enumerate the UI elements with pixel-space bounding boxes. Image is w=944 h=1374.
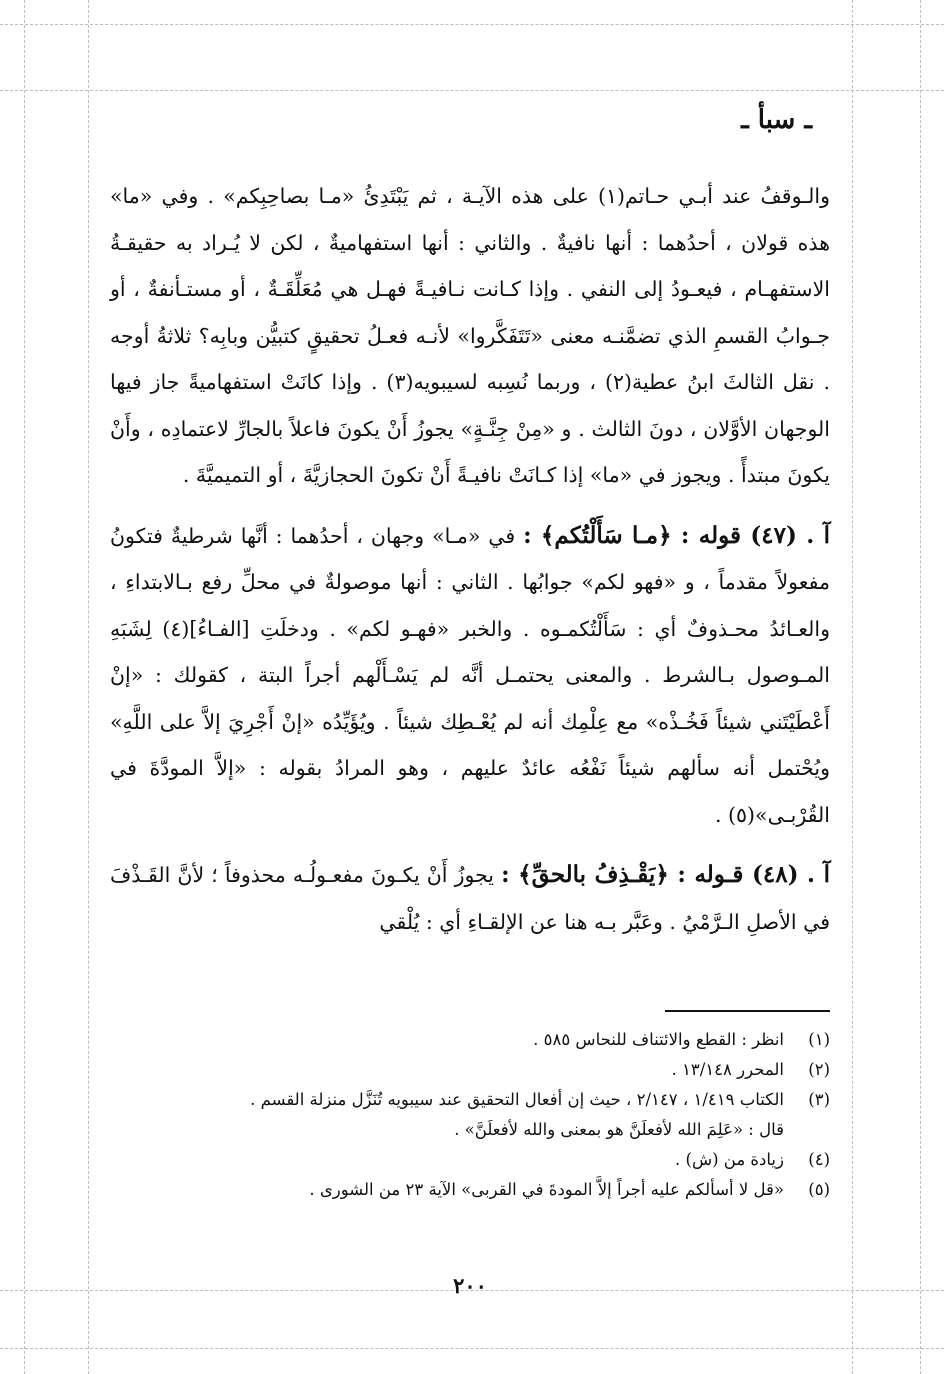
guide-line [920,0,921,1374]
footnote-number: (٥) [808,1180,830,1199]
footnote [110,1175,830,1205]
body-text [110,173,830,945]
running-head: ـ سبأ ـ [741,105,812,135]
paragraph-text: في «مـا» وجهان ، أحدُهما : أنَّها شرطيةٌ فتكونُ مفعولاً مقدماً ، و «فهو لكم» جوابُها . الثاني : أنها موصولةٌ في محلِّ رفع بـالابتداءِ ، والعـائدُ محـذوفٌ أي : سَأَلْتُكمـوه . والخبر «فهـو لكم» . ودخلَتِ [الفـاءُ](٤) لِشَبَهِ المـوصول بـالشرط . والمعنى يحتمـل أنَّه لم يَسْـأَلْهم أجراً البتة ، كقولك : «إنْ أَعْطَيْتَني شيئاً فَخُـذْه» مع عِلْمِك أنه لم يُعْـطِك شيئاً . ويُؤَيِّدُه «إنْ أَجْرِيَ إلاَّ على اللَّهِ» ويُحْتمل أنه سألهم شيئاً نَفْعُه عائدٌ عليهم ، وهو المرادُ بقوله : «إلاَّ المودَّةَ في القُرْبـى»(٥) . [110,523,830,827]
guide-line [88,0,89,1374]
paragraph [110,852,830,945]
footnote-text: زيادة من (ش) . [675,1150,784,1169]
guide-line [24,0,25,1374]
footnote-number: (٣) [808,1090,830,1109]
guide-line [0,90,944,91]
paragraph [110,173,830,499]
footnote [110,1145,830,1175]
footnote [110,1055,830,1085]
footnote-number: (٤) [808,1150,830,1169]
paragraph-text: والـوقفُ عند أبـي حـاتم(١) على هذه الآيـة ، ثم يَبْتَدِئُ «مـا بصاحِبِكم» . وفي «ما» هذه قولان ، أحدُهما : أنها نافيةٌ . والثاني : أنها استفهاميةٌ ، لكن لا يُـراد به حقيقـةُ الاستفهـام ، فيعـودُ إلى النفي . وإذا كـانت نـافيـةً فهـل هي مُعَلِّقَـةٌ ، أو مستـأنفةٌ ، أو جـوابُ القسمِ الذي تضمَّنـه معنى «تَتَفَكَّروا» لأنـه فعـلُ تحقيقٍ كتبيُّن وبابِه؟ ثلاثةُ أوجه . نقل الثالثَ ابنُ عطية(٢) ، وربما نُسِبه لسيبويه(٣) . وإذا كانَتْ استفهاميةً جاز فيها الوجهان الأوَّلان ، دونَ الثالث . و «مِنْ جِنَّـةٍ» يجوزُ أَنْ يكونَ فاعلاً بالجارِّ لاعتمادِه ، وأَنْ يكونَ مبتدأً . ويجوز في «ما» إذا كـانَتْ نافيـةً أَنْ تكونَ الحجازيَّةَ ، أو التميميَّةَ . [110,184,831,487]
footnote-text: المحرر ١٣/١٤٨ . [671,1060,784,1079]
footnote-number: (٢) [808,1060,830,1079]
footnotes [110,1025,830,1205]
footnote-continuation: قال : «عَلِمَ الله لأفعلَنَّ هو بمعنى والله لأفعلَنَّ» . [454,1120,784,1139]
verse-heading: آ . (٤٨) قـوله : ﴿يَقْـذِفُ بالحقِّ﴾ : [501,861,830,888]
footnote-text: الكتاب ١/٤١٩ ، ٢/١٤٧ ، حيث إن أفعال التحقيق عند سيبويه تُنَزَّل منزلة القسم . [250,1090,784,1109]
guide-line [0,24,944,25]
footnote-divider [665,1010,830,1012]
footnote-number: (١) [808,1030,830,1049]
paragraph-text: يجوزُ أَنْ يكـونَ مفعـولُـه محذوفاً ؛ لأنَّ القَـذْفَ في الأصلِ الـرَّمْيُ . وعَبَّر بـه هنا عن الإلقـاءِ أي : يُلْقي [110,863,830,934]
footnote-text: «قل لا أسألكم عليه أجراً إلاَّ المودةَ في القربى» الآية ٢٣ من الشورى . [309,1180,784,1199]
footnote [110,1085,830,1115]
paragraph [110,513,830,839]
guide-line [852,0,853,1374]
footnote [110,1025,830,1055]
verse-heading: آ . (٤٧) قوله : ﴿مـا سَأَلْتُكم﴾ : [523,521,831,549]
guide-line [0,1348,944,1349]
footnote-text: انظر : القطع والائتناف للنحاس ٥٨٥ . [533,1030,784,1049]
page-number: ٢٠٠ [453,1273,487,1298]
